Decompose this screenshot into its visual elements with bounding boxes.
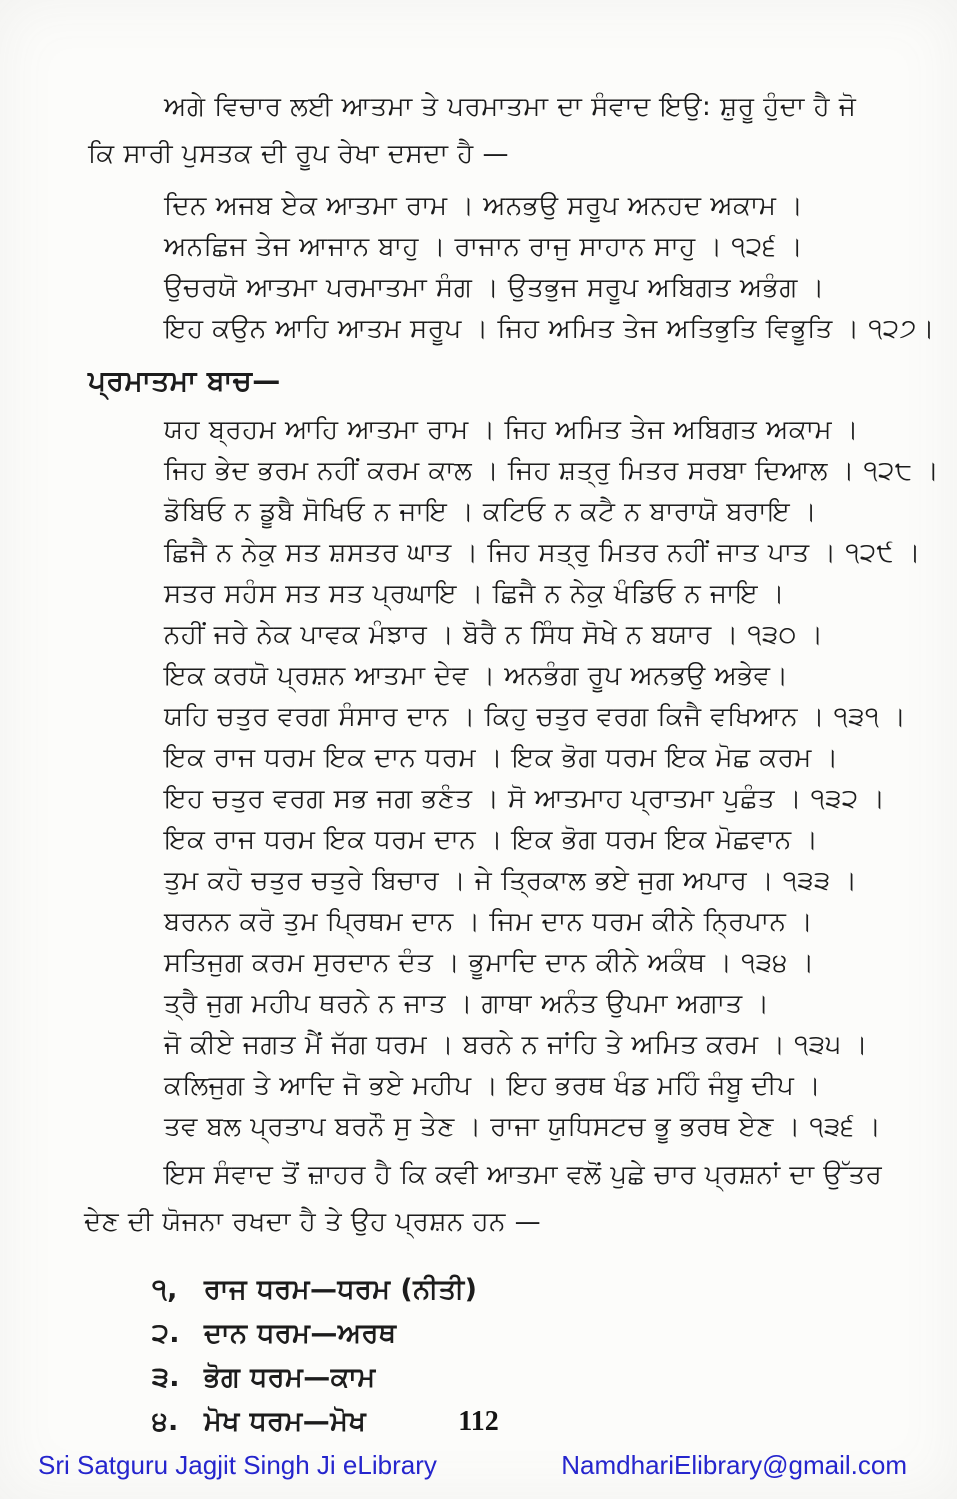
page-number: 112 bbox=[458, 1406, 499, 1437]
verse-line: ਅਨਛਿਜ ਤੇਜ ਆਜਾਨ ਬਾਹੁ । ਰਾਜਾਨ ਰਾਜੁ ਸਾਹਾਨ ਸਾਹੁ । ੧੨੬ । bbox=[164, 232, 804, 262]
verse-line: ਡੋਬਿਓ ਨ ਡੂਬੈ ਸੋਖਿਓ ਨ ਜਾਇ । ਕਟਿਓ ਨ ਕਟੈ ਨ ਬਾਰਾਯੋ ਬਰਾਇ । bbox=[164, 497, 817, 527]
question-text: ਰਾਜ ਧਰਮ—ਧਰਮ (ਨੀਤੀ) bbox=[204, 1274, 478, 1305]
footer-library-name: Sri Satguru Jagjit Singh Ji eLibrary bbox=[38, 1450, 437, 1480]
verse-line: ਯਹਿ ਚਤੁਰ ਵਰਗ ਸੰਸਾਰ ਦਾਨ । ਕਿਹੁ ਚਤੁਰ ਵਰਗ ਕਿਜੈ ਵਖਿਆਨ । ੧੩੧ । bbox=[164, 702, 907, 732]
verse-line: ਇਕ ਕਰਯੋ ਪ੍ਰਸ਼ਨ ਆਤਮਾ ਦੇਵ । ਅਨਭੰਗ ਰੂਪ ਅਨਭਉ ਅਭੇਵ। bbox=[164, 661, 789, 691]
verse-line: ਨਹੀਂ ਜਰੇ ਨੇਕ ਪਾਵਕ ਮੰਝਾਰ । ਬੋਰੈ ਨ ਸਿੰਧ ਸੋਖੇ ਨ ਬਯਾਰ । ੧੩੦ । bbox=[164, 620, 824, 650]
question-text: ਦਾਨ ਧਰਮ—ਅਰਥ bbox=[204, 1318, 397, 1349]
verse-line: ਉਚਰਯੋ ਆਤਮਾ ਪਰਮਾਤਮਾ ਸੰਗ । ਉਤਭੁਜ ਸਰੂਪ ਅਬਿਗਤ ਅਭੰਗ । bbox=[164, 273, 825, 303]
footer-email: NamdhariElibrary@gmail.com bbox=[561, 1450, 907, 1480]
verse-line: ਤਵ ਬਲ ਪ੍ਰਤਾਪ ਬਰਨੌ ਸੁ ਤੇਣ । ਰਾਜਾ ਯੁਧਿਸਟਚ ਭੂ ਭਰਥ ਏਣ । ੧੩੬ । bbox=[164, 1112, 882, 1142]
verse-line: ਛਿਜੈ ਨ ਨੇਕੁ ਸਤ ਸ਼ਸਤਰ ਘਾਤ । ਜਿਹ ਸਤ੍ਰੁ ਮਿਤਰ ਨਹੀਂ ਜਾਤ ਪਾਤ । ੧੨੯ । bbox=[164, 538, 921, 568]
intro-paragraph-line-1: ਅਗੇ ਵਿਚਾਰ ਲਈ ਆਤਮਾ ਤੇ ਪਰਮਾਤਮਾ ਦਾ ਸੰਵਾਦ ਇਉ: ਸ਼ੁਰੂ ਹੁੰਦਾ ਹੈ ਜੋ bbox=[164, 92, 857, 122]
verse-line: ਤੁਮ ਕਹੋ ਚਤੁਰ ਚਤੁਰੇ ਬਿਚਾਰ । ਜੇ ਤ੍ਰਿਕਾਲ ਭਏ ਜੁਗ ਅਪਾਰ । ੧੩੩ । bbox=[164, 866, 858, 896]
verse-line: ਤ੍ਰੈ ਜੁਗ ਮਹੀਪ ਥਰਨੇ ਨ ਜਾਤ । ਗਾਥਾ ਅਨੰਤ ਉਪਮਾ ਅਗਾਤ । bbox=[164, 989, 770, 1019]
question-text: ਭੋਗ ਧਰਮ—ਕਾਮ bbox=[204, 1362, 376, 1393]
verse-line: ਇਕ ਰਾਜ ਧਰਮ ਇਕ ਦਾਨ ਧਰਮ । ਇਕ ਭੋਗ ਧਰਮ ਇਕ ਮੋਛ ਕਰਮ । bbox=[164, 743, 839, 773]
verse-line: ਬਰਨਨ ਕਰੋ ਤੁਮ ਪ੍ਰਿਥਮ ਦਾਨ । ਜਿਮ ਦਾਨ ਧਰਮ ਕੀਨੇ ਨ੍ਰਿਪਾਨ । bbox=[164, 907, 814, 937]
section-heading: ਪ੍ਰਮਾਤਮਾ ਬਾਚ— bbox=[88, 364, 281, 397]
footer bbox=[38, 1450, 907, 1481]
verse-line: ਇਹ ਚਤੁਰ ਵਰਗ ਸਭ ਜਗ ਭਣੰਤ । ਸੋ ਆਤਮਾਹ ਪ੍ਰਾਤਮਾ ਪੁਛੰਤ । ੧੩੨ । bbox=[164, 784, 886, 814]
verse-line: ਜੋ ਕੀਏ ਜਗਤ ਮੈਂ ਜੱਗ ਧਰਮ । ਬਰਨੇ ਨ ਜਾਂਹਿ ਤੇ ਅਮਿਤ ਕਰਮ । ੧੩੫ । bbox=[164, 1030, 869, 1060]
verse-line: ਜਿਹ ਭੇਦ ਭਰਮ ਨਹੀਂ ਕਰਮ ਕਾਲ । ਜਿਹ ਸ਼ਤ੍ਰੁ ਮਿਤਰ ਸਰਬਾ ਦਿਆਲ । ੧੨੮ । bbox=[164, 456, 940, 486]
verse-line: ਇਹ ਕਉਨ ਆਹਿ ਆਤਮ ਸਰੂਪ । ਜਿਹ ਅਮਿਤ ਤੇਜ ਅਤਿਭੁਤਿ ਵਿਭੂਤਿ । ੧੨੭। bbox=[164, 314, 935, 344]
closing-paragraph-line-1: ਇਸ ਸੰਵਾਦ ਤੋਂ ਜ਼ਾਹਰ ਹੈ ਕਿ ਕਵੀ ਆਤਮਾ ਵਲੋਂ ਪੁਛੇ ਚਾਰ ਪ੍ਰਸ਼ਨਾਂ ਦਾ ਉੱਤਰ bbox=[164, 1160, 883, 1190]
question-number: ੪. bbox=[152, 1406, 179, 1437]
verse-line: ਯਹ ਬ੍ਰਹਮ ਆਹਿ ਆਤਮਾ ਰਾਮ । ਜਿਹ ਅਮਿਤ ਤੇਜ ਅਬਿਗਤ ਅਕਾਮ । bbox=[164, 415, 859, 445]
question-number: ੧, bbox=[152, 1274, 178, 1305]
question-item bbox=[152, 1356, 911, 1400]
verse-line: ਸਤਰ ਸਹੰਸ ਸਤ ਸਤ ਪ੍ਰਘਾਇ । ਛਿਜੈ ਨ ਨੇਕੁ ਖੰਡਿਓ ਨ ਜਾਇ । bbox=[164, 579, 785, 609]
verse-line: ਕਲਿਜੁਗ ਤੇ ਆਦਿ ਜੋ ਭਏ ਮਹੀਪ । ਇਹ ਭਰਥ ਖੰਡ ਮਹਿੰ ਜੰਬੂ ਦੀਪ । bbox=[164, 1071, 822, 1101]
text-block bbox=[84, 84, 940, 1444]
verse-line: ਸਤਿਜੁਗ ਕਰਮ ਸੁਰਦਾਨ ਦੰਤ । ਭੂਮਾਦਿ ਦਾਨ ਕੀਨੇ ਅਕੰਥ । ੧੩੪ । bbox=[164, 948, 815, 978]
closing-paragraph-line-2: ਦੇਣ ਦੀ ਯੋਜਨਾ ਰਖਦਾ ਹੈ ਤੇ ਉਹ ਪ੍ਰਸ਼ਨ ਹਨ — bbox=[84, 1207, 542, 1237]
question-number: ੨. bbox=[152, 1318, 181, 1349]
question-item bbox=[152, 1268, 911, 1312]
verse-line: ਇਕ ਰਾਜ ਧਰਮ ਇਕ ਧਰਮ ਦਾਨ । ਇਕ ਭੋਗ ਧਰਮ ਇਕ ਮੋਛਵਾਨ । bbox=[164, 825, 819, 855]
question-text: ਮੋਖ ਧਰਮ—ਮੋਖ bbox=[204, 1406, 367, 1437]
question-item bbox=[152, 1312, 911, 1356]
verse-line: ਦਿਨ ਅਜਬ ਏਕ ਆਤਮਾ ਰਾਮ । ਅਨਭਉ ਸਰੂਪ ਅਨਹਦ ਅਕਾਮ । bbox=[164, 191, 804, 221]
question-number: ੩. bbox=[152, 1362, 181, 1393]
intro-paragraph-line-2: ਕਿ ਸਾਰੀ ਪੁਸਤਕ ਦੀ ਰੂਪ ਰੇਖਾ ਦਸਦਾ ਹੈ — bbox=[88, 139, 509, 169]
